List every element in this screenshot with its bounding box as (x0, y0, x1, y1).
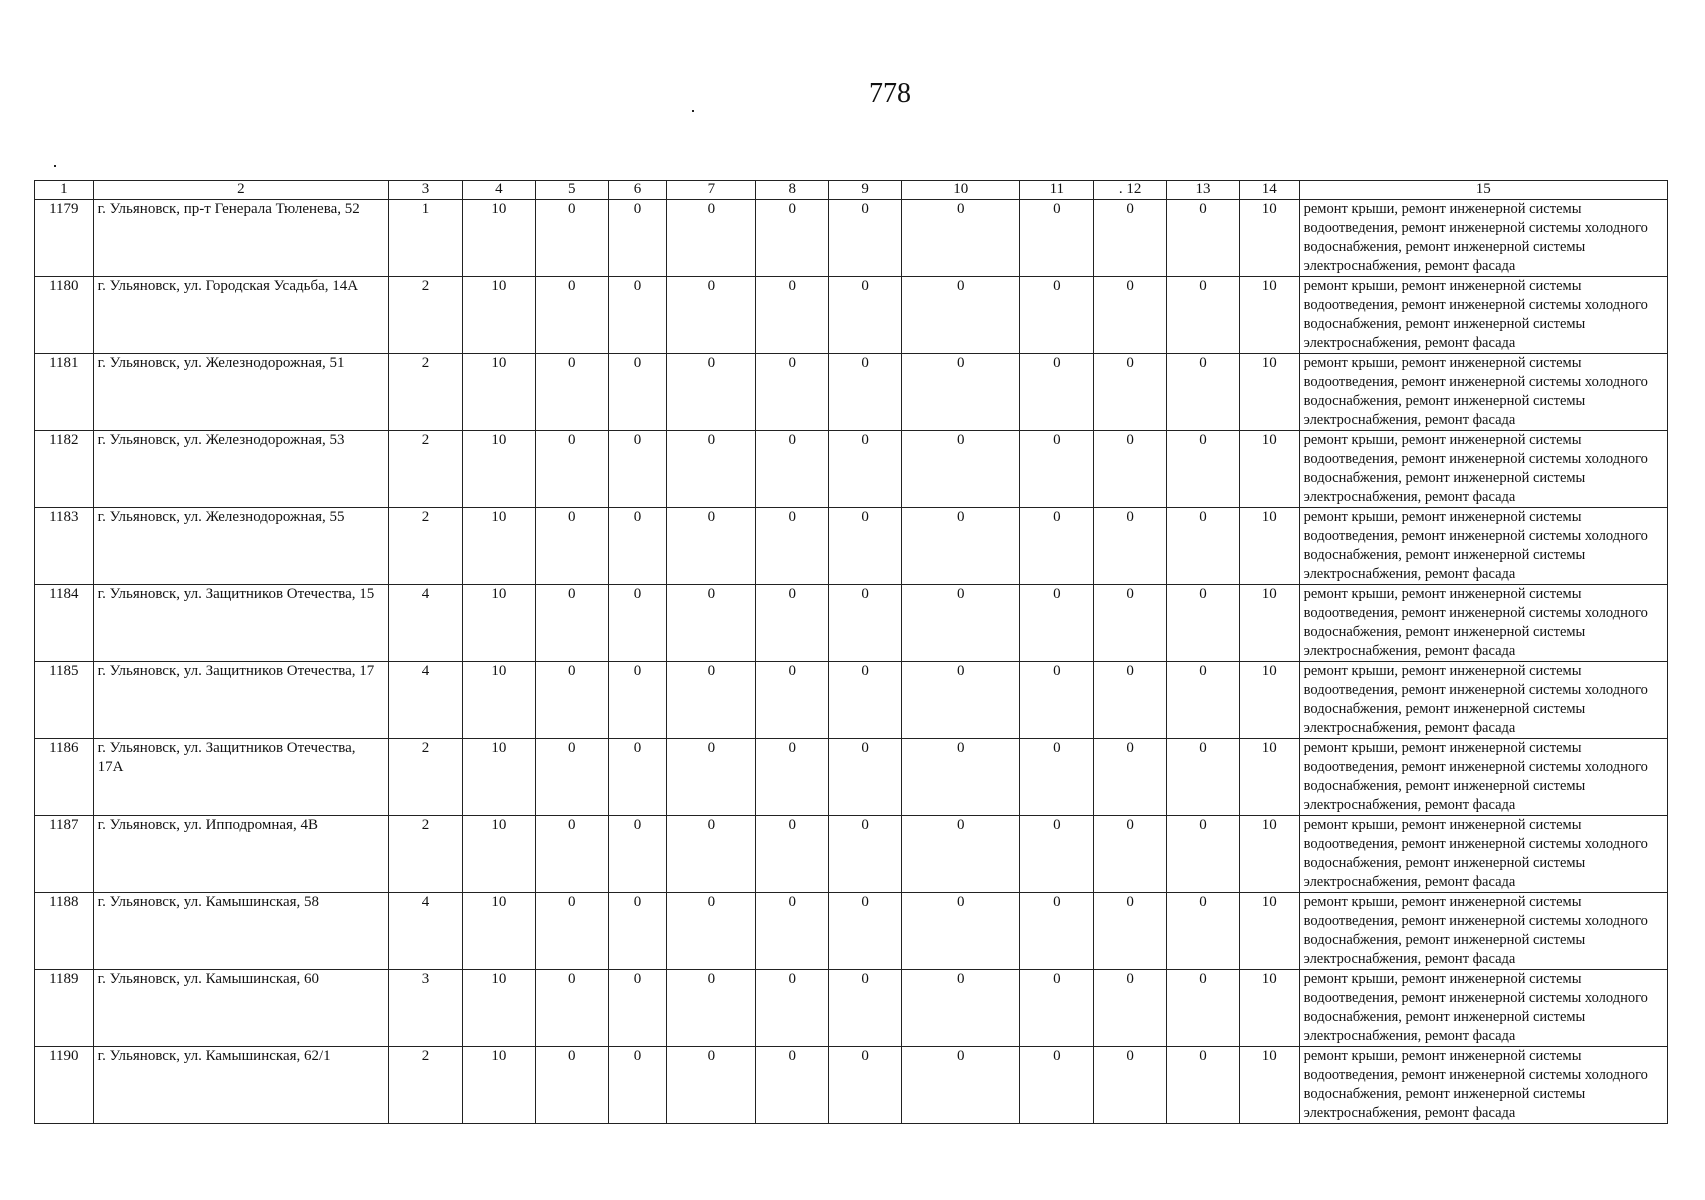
value-cell: 0 (1094, 431, 1167, 508)
value-cell: 10 (462, 893, 535, 970)
table-row (35, 662, 1668, 739)
value-cell: 0 (756, 277, 829, 354)
value-cell: 3 (389, 970, 463, 1047)
row-number: 1182 (35, 431, 94, 508)
value-cell: 0 (829, 816, 902, 893)
value-cell: 10 (1239, 354, 1299, 431)
value-cell: 0 (829, 970, 902, 1047)
row-number: 1180 (35, 277, 94, 354)
value-cell: 10 (1239, 1047, 1299, 1124)
value-cell: 0 (902, 354, 1020, 431)
value-cell: 0 (667, 508, 756, 585)
value-cell: 10 (462, 354, 535, 431)
column-header: 1 (35, 181, 94, 200)
value-cell: 0 (902, 662, 1020, 739)
works-list-cell: ремонт крыши, ремонт инженерной системы водоотведения, ремонт инженерной системы холодного водоснабжения, ремонт инженерной системы электроснабжения, ремонт фасада (1299, 200, 1667, 277)
value-cell: 0 (535, 816, 608, 893)
value-cell: 0 (1020, 816, 1094, 893)
works-list-cell: ремонт крыши, ремонт инженерной системы водоотведения, ремонт инженерной системы холодного водоснабжения, ремонт инженерной системы электроснабжения, ремонт фасада (1299, 1047, 1667, 1124)
value-cell: 2 (389, 277, 463, 354)
value-cell: 10 (462, 662, 535, 739)
value-cell: 10 (1239, 585, 1299, 662)
address-cell: г. Ульяновск, ул. Камышинская, 58 (93, 893, 388, 970)
address-cell: г. Ульяновск, ул. Камышинская, 62/1 (93, 1047, 388, 1124)
value-cell: 0 (756, 508, 829, 585)
value-cell: 0 (667, 970, 756, 1047)
value-cell: 0 (1094, 200, 1167, 277)
value-cell: 0 (756, 354, 829, 431)
value-cell: 0 (756, 893, 829, 970)
works-list-cell: ремонт крыши, ремонт инженерной системы водоотведения, ремонт инженерной системы холодного водоснабжения, ремонт инженерной системы электроснабжения, ремонт фасада (1299, 970, 1667, 1047)
value-cell: 10 (462, 277, 535, 354)
address-cell: г. Ульяновск, ул. Защитников Отечества, 17А (93, 739, 388, 816)
value-cell: 0 (1020, 508, 1094, 585)
value-cell: 0 (829, 893, 902, 970)
column-header: 5 (535, 181, 608, 200)
value-cell: 0 (829, 739, 902, 816)
value-cell: 0 (608, 816, 667, 893)
value-cell: 0 (1020, 893, 1094, 970)
value-cell: 0 (1167, 662, 1240, 739)
value-cell: 0 (1094, 739, 1167, 816)
value-cell: 0 (667, 200, 756, 277)
row-number: 1179 (35, 200, 94, 277)
value-cell: 0 (535, 277, 608, 354)
value-cell: 0 (1094, 893, 1167, 970)
table-row (35, 970, 1668, 1047)
table-row (35, 200, 1668, 277)
repair-program-table (34, 180, 1668, 1124)
value-cell: 0 (1094, 662, 1167, 739)
value-cell: 4 (389, 893, 463, 970)
value-cell: 0 (1167, 1047, 1240, 1124)
value-cell: 2 (389, 1047, 463, 1124)
value-cell: 0 (667, 1047, 756, 1124)
value-cell: 0 (1094, 1047, 1167, 1124)
table-row (35, 508, 1668, 585)
value-cell: 0 (667, 354, 756, 431)
column-header: 14 (1239, 181, 1299, 200)
column-header: . 12 (1094, 181, 1167, 200)
value-cell: 0 (1020, 739, 1094, 816)
column-number-row (35, 181, 1668, 200)
value-cell: 10 (1239, 508, 1299, 585)
value-cell: 0 (1167, 816, 1240, 893)
value-cell: 10 (1239, 662, 1299, 739)
column-header: 4 (462, 181, 535, 200)
value-cell: 0 (667, 662, 756, 739)
column-header: 11 (1020, 181, 1094, 200)
address-cell: г. Ульяновск, ул. Защитников Отечества, 15 (93, 585, 388, 662)
value-cell: 10 (462, 200, 535, 277)
value-cell: 0 (902, 200, 1020, 277)
value-cell: 10 (462, 970, 535, 1047)
value-cell: 0 (667, 585, 756, 662)
table-row (35, 585, 1668, 662)
value-cell: 0 (608, 431, 667, 508)
value-cell: 10 (462, 1047, 535, 1124)
value-cell: 0 (608, 893, 667, 970)
value-cell: 0 (756, 200, 829, 277)
table-row (35, 816, 1668, 893)
value-cell: 0 (608, 277, 667, 354)
works-list-cell: ремонт крыши, ремонт инженерной системы водоотведения, ремонт инженерной системы холодного водоснабжения, ремонт инженерной системы электроснабжения, ремонт фасада (1299, 585, 1667, 662)
value-cell: 0 (1167, 893, 1240, 970)
value-cell: 10 (1239, 893, 1299, 970)
value-cell: 10 (462, 739, 535, 816)
value-cell: 0 (902, 739, 1020, 816)
value-cell: 0 (1020, 200, 1094, 277)
value-cell: 0 (608, 1047, 667, 1124)
value-cell: 0 (535, 354, 608, 431)
value-cell: 4 (389, 662, 463, 739)
value-cell: 0 (1094, 354, 1167, 431)
value-cell: 0 (535, 508, 608, 585)
value-cell: 10 (1239, 970, 1299, 1047)
value-cell: 0 (1094, 585, 1167, 662)
value-cell: 0 (1167, 431, 1240, 508)
row-number: 1181 (35, 354, 94, 431)
value-cell: 0 (829, 508, 902, 585)
value-cell: 10 (1239, 200, 1299, 277)
value-cell: 0 (829, 200, 902, 277)
table-row (35, 277, 1668, 354)
value-cell: 0 (667, 893, 756, 970)
row-number: 1184 (35, 585, 94, 662)
value-cell: 0 (535, 431, 608, 508)
address-cell: г. Ульяновск, ул. Железнодорожная, 53 (93, 431, 388, 508)
address-cell: г. Ульяновск, ул. Ипподромная, 4В (93, 816, 388, 893)
value-cell: 0 (535, 585, 608, 662)
table-row (35, 354, 1668, 431)
value-cell: 0 (1167, 739, 1240, 816)
column-header: 10 (902, 181, 1020, 200)
value-cell: 0 (667, 277, 756, 354)
row-number: 1189 (35, 970, 94, 1047)
value-cell: 0 (667, 816, 756, 893)
value-cell: 0 (1167, 277, 1240, 354)
value-cell: 10 (462, 585, 535, 662)
value-cell: 0 (756, 970, 829, 1047)
value-cell: 0 (535, 893, 608, 970)
page-number: 778 (869, 78, 911, 109)
column-header: 3 (389, 181, 463, 200)
value-cell: 0 (902, 277, 1020, 354)
value-cell: 2 (389, 431, 463, 508)
value-cell: 0 (829, 662, 902, 739)
value-cell: 0 (1094, 816, 1167, 893)
value-cell: 0 (1020, 1047, 1094, 1124)
value-cell: 0 (667, 739, 756, 816)
value-cell: 0 (1167, 354, 1240, 431)
value-cell: 0 (756, 431, 829, 508)
works-list-cell: ремонт крыши, ремонт инженерной системы водоотведения, ремонт инженерной системы холодного водоснабжения, ремонт инженерной системы электроснабжения, ремонт фасада (1299, 508, 1667, 585)
value-cell: 0 (1020, 354, 1094, 431)
value-cell: 0 (608, 739, 667, 816)
value-cell: 0 (1094, 277, 1167, 354)
table-row (35, 431, 1668, 508)
value-cell: 2 (389, 816, 463, 893)
value-cell: 0 (1167, 585, 1240, 662)
row-number: 1187 (35, 816, 94, 893)
works-list-cell: ремонт крыши, ремонт инженерной системы водоотведения, ремонт инженерной системы холодного водоснабжения, ремонт инженерной системы электроснабжения, ремонт фасада (1299, 431, 1667, 508)
column-header: 2 (93, 181, 388, 200)
works-list-cell: ремонт крыши, ремонт инженерной системы водоотведения, ремонт инженерной системы холодного водоснабжения, ремонт инженерной системы электроснабжения, ремонт фасада (1299, 354, 1667, 431)
value-cell: 10 (462, 508, 535, 585)
value-cell: 10 (1239, 431, 1299, 508)
value-cell: 0 (756, 585, 829, 662)
value-cell: 10 (1239, 816, 1299, 893)
value-cell: 0 (1020, 277, 1094, 354)
address-cell: г. Ульяновск, ул. Городская Усадьба, 14А (93, 277, 388, 354)
value-cell: 0 (756, 739, 829, 816)
address-cell: г. Ульяновск, ул. Защитников Отечества, 17 (93, 662, 388, 739)
value-cell: 0 (608, 508, 667, 585)
value-cell: 0 (829, 354, 902, 431)
value-cell: 0 (756, 816, 829, 893)
row-number: 1183 (35, 508, 94, 585)
address-cell: г. Ульяновск, ул. Камышинская, 60 (93, 970, 388, 1047)
table-row (35, 1047, 1668, 1124)
works-list-cell: ремонт крыши, ремонт инженерной системы водоотведения, ремонт инженерной системы холодного водоснабжения, ремонт инженерной системы электроснабжения, ремонт фасада (1299, 277, 1667, 354)
value-cell: 0 (535, 1047, 608, 1124)
row-number: 1188 (35, 893, 94, 970)
works-list-cell: ремонт крыши, ремонт инженерной системы водоотведения, ремонт инженерной системы холодного водоснабжения, ремонт инженерной системы электроснабжения, ремонт фасада (1299, 893, 1667, 970)
value-cell: 10 (1239, 277, 1299, 354)
value-cell: 0 (608, 970, 667, 1047)
value-cell: 0 (608, 662, 667, 739)
works-list-cell: ремонт крыши, ремонт инженерной системы водоотведения, ремонт инженерной системы холодного водоснабжения, ремонт инженерной системы электроснабжения, ремонт фасада (1299, 739, 1667, 816)
column-header: 9 (829, 181, 902, 200)
table-row (35, 893, 1668, 970)
value-cell: 0 (1020, 585, 1094, 662)
value-cell: 1 (389, 200, 463, 277)
value-cell: 0 (756, 662, 829, 739)
row-number: 1190 (35, 1047, 94, 1124)
value-cell: 0 (902, 508, 1020, 585)
address-cell: г. Ульяновск, ул. Железнодорожная, 55 (93, 508, 388, 585)
value-cell: 0 (1094, 508, 1167, 585)
table-row (35, 739, 1668, 816)
value-cell: 0 (608, 354, 667, 431)
value-cell: 2 (389, 354, 463, 431)
value-cell: 0 (829, 431, 902, 508)
row-number: 1186 (35, 739, 94, 816)
works-list-cell: ремонт крыши, ремонт инженерной системы водоотведения, ремонт инженерной системы холодного водоснабжения, ремонт инженерной системы электроснабжения, ремонт фасада (1299, 816, 1667, 893)
scan-speck (692, 110, 694, 112)
value-cell: 0 (902, 893, 1020, 970)
value-cell: 2 (389, 508, 463, 585)
value-cell: 0 (902, 816, 1020, 893)
value-cell: 0 (1167, 200, 1240, 277)
value-cell: 0 (902, 585, 1020, 662)
value-cell: 0 (1094, 970, 1167, 1047)
value-cell: 0 (902, 970, 1020, 1047)
works-list-cell: ремонт крыши, ремонт инженерной системы водоотведения, ремонт инженерной системы холодного водоснабжения, ремонт инженерной системы электроснабжения, ремонт фасада (1299, 662, 1667, 739)
value-cell: 4 (389, 585, 463, 662)
value-cell: 10 (1239, 739, 1299, 816)
scan-speck (54, 165, 56, 167)
column-header: 7 (667, 181, 756, 200)
value-cell: 0 (608, 200, 667, 277)
value-cell: 0 (1167, 508, 1240, 585)
value-cell: 0 (535, 739, 608, 816)
value-cell: 0 (829, 277, 902, 354)
value-cell: 0 (756, 1047, 829, 1124)
value-cell: 10 (462, 816, 535, 893)
value-cell: 0 (829, 585, 902, 662)
address-cell: г. Ульяновск, пр-т Генерала Тюленева, 52 (93, 200, 388, 277)
value-cell: 0 (535, 662, 608, 739)
value-cell: 0 (1020, 970, 1094, 1047)
value-cell: 2 (389, 739, 463, 816)
value-cell: 0 (1020, 431, 1094, 508)
value-cell: 0 (667, 431, 756, 508)
column-header: 13 (1167, 181, 1240, 200)
address-cell: г. Ульяновск, ул. Железнодорожная, 51 (93, 354, 388, 431)
value-cell: 0 (829, 1047, 902, 1124)
column-header: 8 (756, 181, 829, 200)
value-cell: 0 (535, 970, 608, 1047)
value-cell: 0 (902, 1047, 1020, 1124)
value-cell: 0 (902, 431, 1020, 508)
value-cell: 0 (608, 585, 667, 662)
value-cell: 0 (535, 200, 608, 277)
value-cell: 0 (1020, 662, 1094, 739)
value-cell: 10 (462, 431, 535, 508)
row-number: 1185 (35, 662, 94, 739)
column-header: 15 (1299, 181, 1667, 200)
column-header: 6 (608, 181, 667, 200)
value-cell: 0 (1167, 970, 1240, 1047)
